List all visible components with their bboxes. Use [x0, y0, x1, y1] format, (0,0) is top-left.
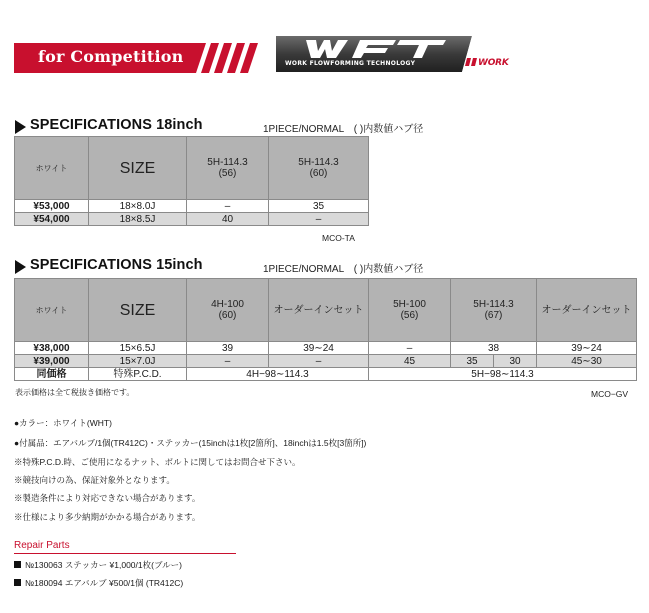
offset-cell: 35	[269, 200, 369, 213]
table-row	[15, 200, 369, 213]
offset-cell: 30	[494, 355, 537, 368]
color-header: ホワイト	[15, 279, 89, 342]
wft-tagline: WORK FLOWFORMING TECHNOLOGY	[285, 60, 416, 67]
spec18-subtitle: 1PIECE/NORMAL ( )内数値ハブ径	[263, 124, 424, 135]
repair-item-text: №180094 エアバルブ ¥500/1個 (TR412C)	[25, 578, 184, 588]
square-bullet-icon	[14, 579, 21, 586]
triangle-arrow-icon	[15, 120, 26, 134]
pcd-range-cell: 4H−98∼114.3	[187, 368, 369, 381]
note-item: ●付属品：エアバルブ/1個(TR412C)・ステッカー(15inchは1枚[2箇所]、18inchは1.5枚[3箇所])	[14, 438, 367, 448]
note-item: ※仕様により多少納期がかかる場合があります。	[14, 512, 201, 522]
pcd-header: 5H-114.3 (67)	[451, 279, 537, 342]
note-item: ※特殊P.C.D.時、ご使用になるナット、ボルトに関してはお問合せ下さい。	[14, 457, 301, 467]
spec18-table	[14, 136, 369, 226]
size-cell: 15×6.5J	[89, 342, 187, 355]
competition-banner	[14, 43, 264, 73]
size-header: SIZE	[89, 279, 187, 342]
price-cell: ¥53,000	[15, 200, 89, 213]
offset-cell: –	[269, 355, 369, 368]
price-cell: ¥39,000	[15, 355, 89, 368]
note-item: ●カラー：ホワイト(WHT)	[14, 418, 112, 428]
work-brand-label: WORK	[478, 58, 509, 68]
offset-cell: –	[187, 355, 269, 368]
spec15-subtitle: 1PIECE/NORMAL ( )内数値ハブ径	[263, 264, 424, 275]
pcd-header: 5H-114.3 (60)	[269, 137, 369, 200]
spec18-title: SPECIFICATIONS 18inch	[30, 117, 203, 133]
offset-cell: –	[269, 213, 369, 226]
offset-cell: 39	[187, 342, 269, 355]
size-cell: 18×8.5J	[89, 213, 187, 226]
spec15-title: SPECIFICATIONS 15inch	[30, 257, 203, 273]
offset-cell: 45	[369, 355, 451, 368]
pcd-header: 5H-100 (56)	[369, 279, 451, 342]
offset-cell: 39∼24	[269, 342, 369, 355]
spec15-table	[14, 278, 637, 381]
spec15-header-row	[15, 279, 637, 342]
spec15-model-code: MCO−GV	[591, 389, 629, 399]
tax-note: 表示価格は全て税抜き価格です。	[15, 388, 135, 397]
note-item: ※製造条件により対応できない場合があります。	[14, 493, 201, 503]
table-row	[15, 213, 369, 226]
offset-cell: 39∼24	[537, 342, 637, 355]
offset-cell: 35	[451, 355, 494, 368]
order-inset-header: オーダーインセット	[269, 279, 369, 342]
repair-item	[14, 559, 182, 571]
table-row	[15, 355, 637, 368]
square-bullet-icon	[14, 561, 21, 568]
spec18-model-code: MCO-TA	[322, 233, 355, 243]
offset-cell: 40	[187, 213, 269, 226]
triangle-arrow-icon	[15, 260, 26, 274]
size-cell: 18×8.0J	[89, 200, 187, 213]
competition-label: for Competition	[38, 47, 184, 66]
offset-cell: –	[187, 200, 269, 213]
special-pcd-cell: 特殊P.C.D.	[89, 368, 187, 381]
repair-divider	[14, 553, 236, 554]
repair-item	[14, 577, 183, 589]
color-header: ホワイト	[15, 137, 89, 200]
repair-item-text: №130063 ステッカー ¥1,000/1枚(ブルー)	[25, 560, 182, 570]
offset-cell: –	[369, 342, 451, 355]
size-header: SIZE	[89, 137, 187, 200]
pcd-header: 5H-114.3 (56)	[187, 137, 269, 200]
pcd-range-cell: 5H−98∼114.3	[369, 368, 637, 381]
special-pcd-row	[15, 368, 637, 381]
order-inset-header: オーダーインセット	[537, 279, 637, 342]
offset-cell: 45∼30	[537, 355, 637, 368]
spec18-header-row	[15, 137, 369, 200]
repair-parts-title: Repair Parts	[14, 540, 70, 551]
same-price-label: 同価格	[15, 368, 89, 381]
wft-logo	[276, 36, 526, 72]
note-item: ※競技向けの為、保証対象外となります。	[14, 475, 175, 485]
size-cell: 15×7.0J	[89, 355, 187, 368]
price-cell: ¥38,000	[15, 342, 89, 355]
price-cell: ¥54,000	[15, 213, 89, 226]
offset-cell: 38	[451, 342, 537, 355]
table-row	[15, 342, 637, 355]
pcd-header: 4H-100 (60)	[187, 279, 269, 342]
